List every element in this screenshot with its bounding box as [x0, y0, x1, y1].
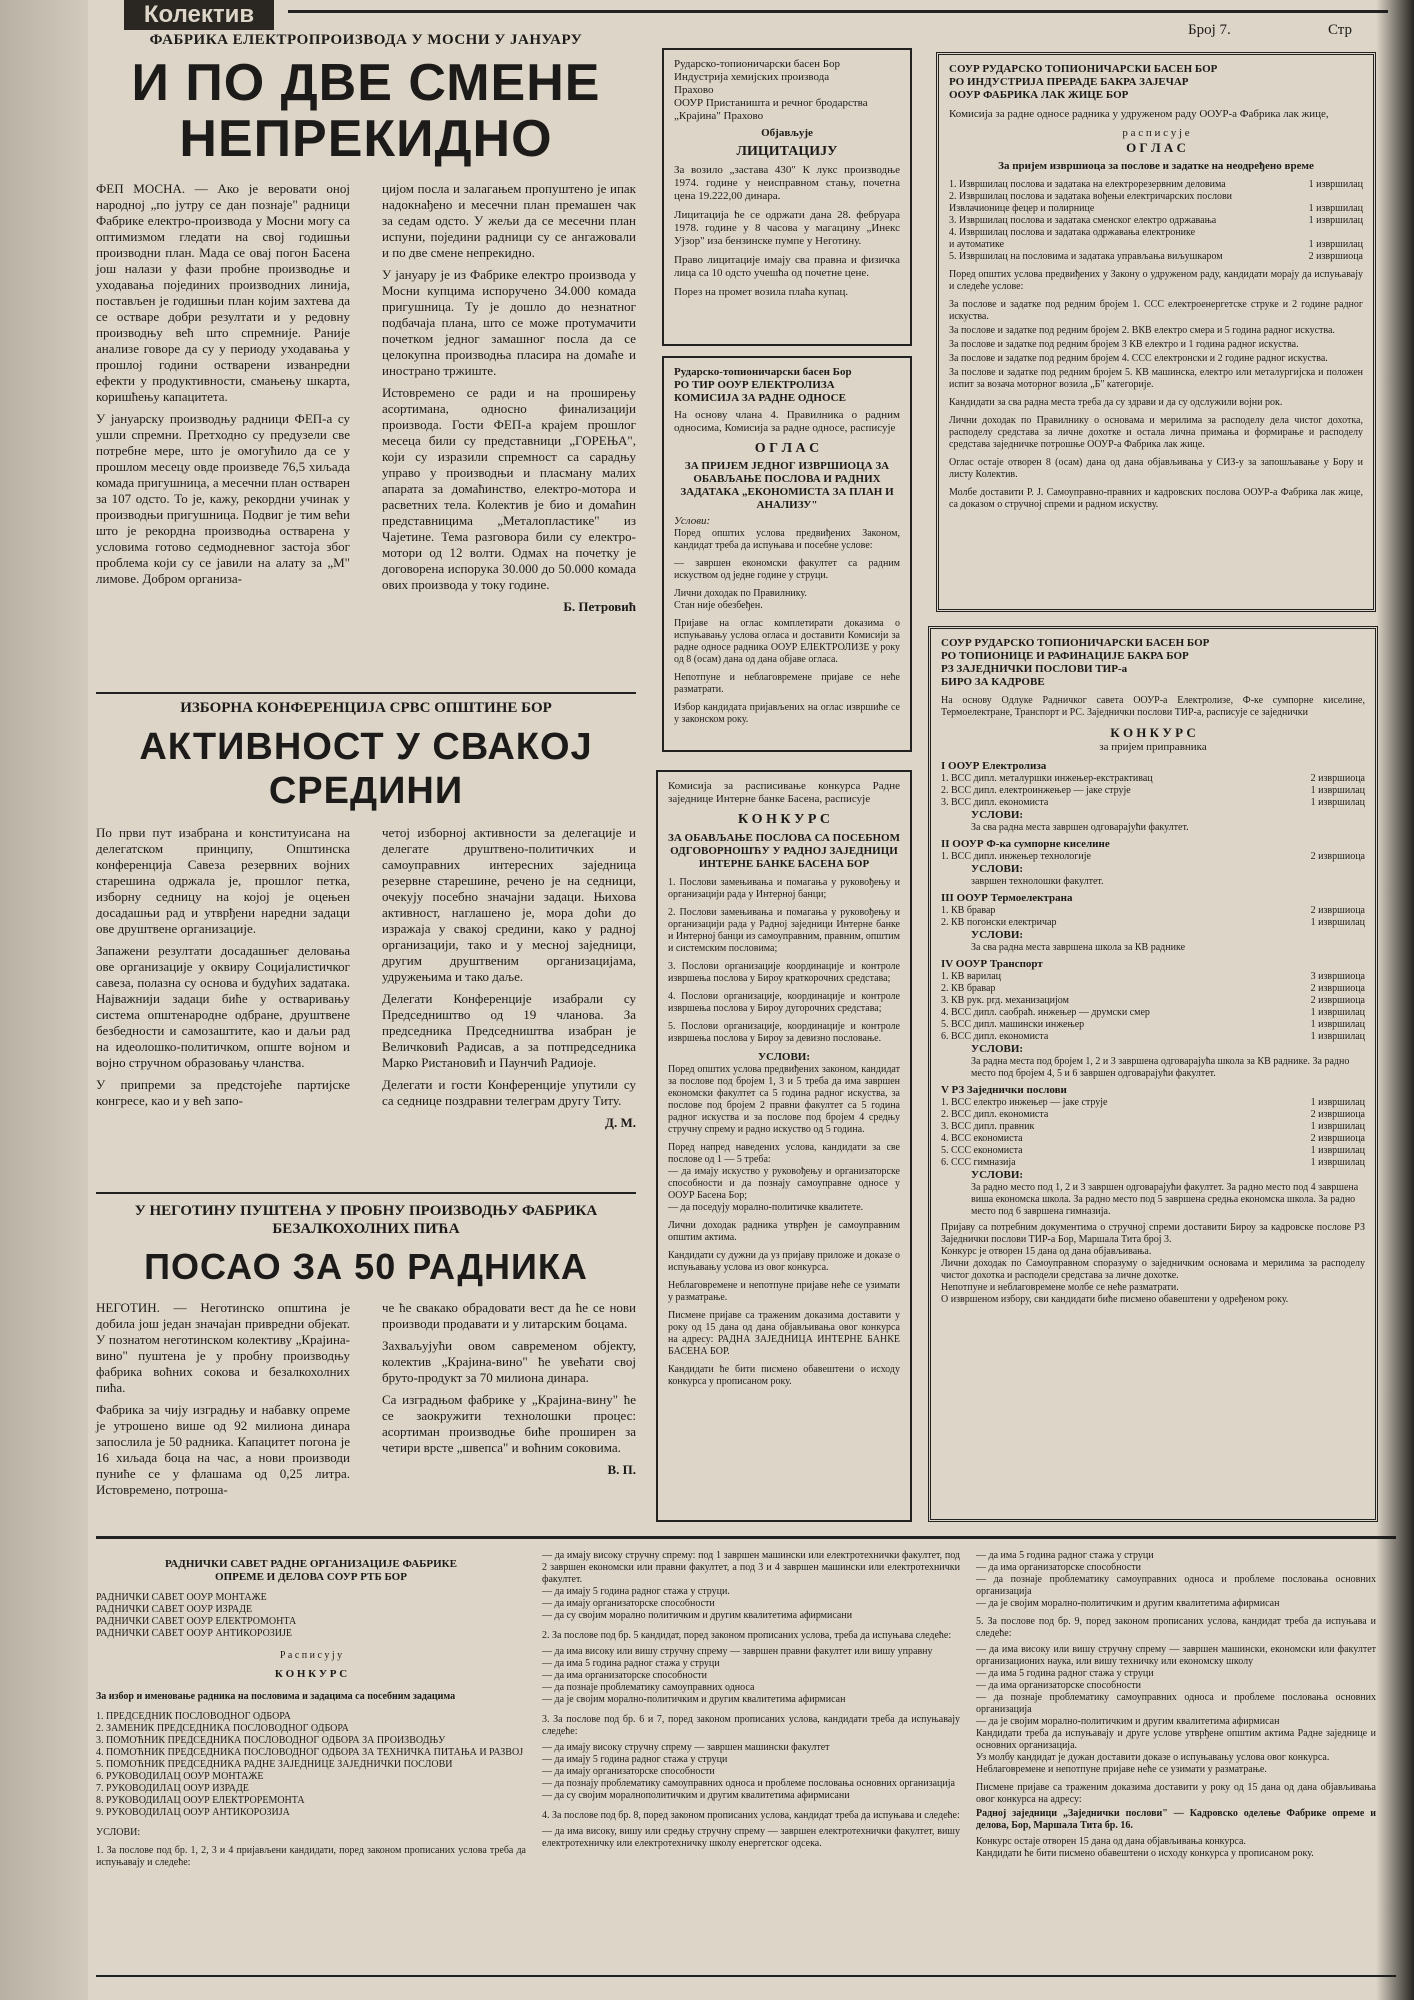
- ad-text: Писмене пријаве са траженим доказима доставити у року од 15 дана од дана објављивања овог конкурса на адресу: РАДНА ЗАЈЕДНИЦА ИНТЕРНЕ БАНКЕ БАСЕНА БОР.: [668, 1310, 900, 1357]
- ad-text: Непотпуне и неблаговремене молбе се неће разматрати.: [941, 1282, 1179, 1293]
- position-row: 1. КВ бравар 2 извршиоца: [941, 905, 1365, 916]
- position-item: 9. РУКОВОДИЛАЦ ООУР АНТИКОРОЗИЈА: [96, 1807, 290, 1818]
- ad-title: О Г Л А С: [1126, 140, 1186, 155]
- position-row: 5. ВСС дипл. машински инжењер 1 извршилац: [941, 1019, 1365, 1030]
- ad-text: Пријаве на оглас комплетирати доказима о испуњавању услова огласа и доставити Комисији за радне односе радника ООУР ЕЛЕКТРОЛИЗЕ у року од 8 (осам) дана од дана објаве огласа.: [674, 618, 900, 665]
- ad-item: 3. Послови организације координације и контроле извршења послова у Бироу краткорочних средстава;: [668, 961, 900, 984]
- ad-text: Уз молбу кандидат је дужан доставити доказе о испуњавању услова овог конкурса.: [976, 1752, 1330, 1763]
- position-row: 4. ВСС економиста 2 извршиоца: [941, 1133, 1365, 1144]
- ad-announces: р а с п и с у ј е: [1122, 127, 1190, 139]
- ad-conditions-heading: УСЛОВИ:: [757, 1051, 811, 1063]
- ad-text: Писмене пријаве са траженим доказима доставити у року од 15 дана од дана објављивања овог конкурса на адресу:: [976, 1782, 1376, 1805]
- position-row: 3. ВСС дипл. економиста 1 извршилац: [941, 797, 1365, 808]
- paragraph: Делегати и гости Конференције упутили су са седнице поздравни телеграм другу Титу.: [382, 1077, 636, 1108]
- council-line: РАДНИЧКИ САВЕТ ООУР МОНТАЖЕ: [96, 1592, 267, 1603]
- ad-text: Лични доходак по Правилнику о основама и мерилима за расподелу дела чистог дохотка, расподелу средстава за личне дохотке и остала лична примања и формирање и расподелу средстава заједничке потрошње ООУР-а Фабрика лак жице.: [949, 415, 1363, 450]
- ad-title: ЛИЦИТАЦИЈУ: [736, 144, 838, 159]
- section-heading: III ООУР Термоелектрана: [941, 892, 1073, 904]
- position-item: 6. РУКОВОДИЛАЦ ООУР МОНТАЖЕ: [96, 1771, 264, 1782]
- conditions-heading: УСЛОВИ:: [96, 1827, 141, 1838]
- ad-text: — да има високу, вишу или средњу стручну спрему — завршен електротехнички факултет, вишу електротехничку или електротехничку школу енергетског одсека.: [542, 1826, 960, 1849]
- position-item: 7. РУКОВОДИЛАЦ ООУР ИЗРАДЕ: [96, 1783, 249, 1794]
- ad-text: Поред општих услова предвиђених Законом, кандидат треба да испуњава и посебне услове:: [674, 528, 900, 551]
- ad-title: К О Н К У Р С: [737, 812, 831, 827]
- ad-issuer: БИРО ЗА КАДРОВЕ: [941, 676, 1045, 688]
- ad-text: — да има 5 година радног стажа у струци: [976, 1668, 1154, 1679]
- ad-subtitle: За избор и именовање радника на пословима и задацима са посебним задацима: [96, 1691, 456, 1702]
- ad-text: — да има високу или вишу стручну спрему — завршен машински, економски или факултет организационих наука, или вишу техничку или економску школу: [976, 1644, 1376, 1667]
- paragraph: Са изградњом фабрике у „Крајина-вину" ће се заокружити технолошки процес: асортиман производње биће проширен за четири врсте „швепса" и воћним соковима.: [382, 1392, 636, 1455]
- conditions-heading: УСЛОВИ:: [971, 929, 1024, 941]
- ad-text: Кандидати ће бити писмено обавештени о исходу конкурса у прописаном року.: [976, 1848, 1314, 1859]
- ad-text: — да има високу или вишу стручну спрему — завршен правни факултет или вишу управну: [542, 1646, 933, 1657]
- ad-text: — да је својим морално-политичким и другим квалитетима афирмисан: [976, 1598, 1280, 1609]
- paragraph: Захваљујући овом савременом објекту, колектив „Крајина-вино" ће увећати свој бруто-продукт за 70 милиона динара.: [382, 1338, 636, 1385]
- ad-text: — да имају организаторске способности: [542, 1766, 715, 1777]
- ad-subtitle: За пријем извршиоца за послове и задатке на неодређено време: [998, 160, 1314, 172]
- ad-text: — да познаје проблематику самоуправних односа и проблеме пословања основних организација: [976, 1692, 1376, 1715]
- ad-issuer: Прахово: [674, 84, 714, 96]
- ad-licitacija: [662, 48, 912, 346]
- ad-subtitle: за пријем приправника: [1099, 741, 1207, 753]
- position-row: Извлачионице фецер и полирнице 1 извршилац: [949, 203, 1363, 214]
- issue-number: Број 7.: [1188, 22, 1231, 38]
- ad-issuer: СОУР РУДАРСКО ТОПИОНИЧАРСКИ БАСЕН БОР: [949, 63, 1218, 75]
- ad-text: — да имају 5 година радног стажа у струци: [542, 1754, 728, 1765]
- position-row: 4. Извршилац послова и задатака одржавања електронике: [949, 227, 1196, 238]
- position-row: 3. ВСС дипл. правник 1 извршилац: [941, 1121, 1365, 1132]
- section-heading: I ООУР Електролиза: [941, 760, 1047, 772]
- ad-issuer: РАДНИЧКИ САВЕТ РАДНЕ ОРГАНИЗАЦИЈЕ ФАБРИКЕ: [165, 1558, 457, 1570]
- ad-text: — завршен економски факултет са радним искуством од једне године у струци.: [674, 558, 900, 581]
- conditions-text: За радно место под 1, 2 и 3 завршен одговарајући факултет. За радно место под 4 завршена виша економска школа. За радно место под 5 завршена средња економска школа. За радно место под 6 завршена гимназија.: [971, 1182, 1359, 1217]
- ad-text: Неблаговремене и непотпуне пријаве неће се узимати у разматрање.: [976, 1764, 1267, 1775]
- ad-text: Кандидати за сва радна места треба да су здрави и да су одслужили војни рок.: [949, 397, 1283, 408]
- article-column-2: [382, 181, 636, 615]
- position-row: 2. Извршилац послова и задатака вођењи електричарских послови: [949, 191, 1233, 202]
- ad-text: Кандидати треба да испуњавају и друге услове утврђене општим актима Радне заједнице и основних организација.: [976, 1728, 1376, 1751]
- divider: [96, 1536, 1396, 1539]
- ad-text: — да имају искуство у руковођењу и организаторске способности и да познају самоуправне односе у ООУР Басена Бор;: [668, 1166, 900, 1201]
- ad-text: — да имају организаторске способности: [542, 1598, 715, 1609]
- ad-text: — да има 5 година радног стажа у струци: [542, 1658, 720, 1669]
- ad-subtitle: ЗА ПРИЈЕМ ЈЕДНОГ ИЗВРШИОЦА ЗА ОБАВЉАЊЕ ПОСЛОВА И РАДНИХ ЗАДАТАКА „ЕКОНОМИСТА ЗА ПЛАН И АНАЛИЗУ": [680, 460, 894, 511]
- article-kicker: ФАБРИКА ЕЛЕКТРОПРОИЗВОДА У МОСНИ У ЈАНУАРУ: [149, 32, 583, 48]
- position-item: 4. ПОМОЋНИК ПРЕДСЕДНИКА ПОСЛОВОДНОГ ОДБОРА ЗА ТЕХНИЧКА ПИТАЊА И РАЗВОЈ: [96, 1747, 524, 1758]
- ad-announces: Објављује: [761, 127, 813, 139]
- article-title-line2: НЕПРЕКИДНО: [179, 110, 553, 168]
- ad-oglas-elektroliza: [662, 356, 912, 752]
- ad-title: О Г Л А С: [754, 441, 820, 456]
- ad-text: Стан није обезбеђен.: [674, 600, 763, 611]
- paragraph: По први пут изабрана и конституисана на делегатском принципу, Општинска конференција Савеза резервних војних старешина одржала је, прошлог петка, изборну седницу на којој је оцењен досадашњи рад и утврђени наредни задаци ове друштвене организације.: [96, 825, 350, 936]
- ad-text: — да познају проблематику самоуправних односа и проблеме пословања основних организација: [542, 1778, 955, 1789]
- ad-text: — да познаје проблематику самоуправних односа и проблеме пословања основних организација: [976, 1574, 1376, 1597]
- position-row: 6. ВСС дипл. економиста 1 извршилац: [941, 1031, 1365, 1042]
- page-label: Стр: [1328, 22, 1353, 38]
- ad-text: Конкурс остаје отворен 15 дана од дана објављивања конкурса.: [976, 1836, 1246, 1847]
- ad-text: Комисија за радне односе радника у удруженом раду ООУР-а Фабрика лак жице,: [949, 108, 1329, 120]
- masthead-rule: [288, 10, 1388, 13]
- position-item: 1. ПРЕДСЕДНИК ПОСЛОВОДНОГ ОДБОРА: [96, 1711, 291, 1722]
- conditions-heading: УСЛОВИ:: [971, 1043, 1024, 1055]
- ad-text: 2. За послове под бр. 5 кандидат, поред законом прописаних услова, треба да испуњава следеће:: [542, 1630, 952, 1641]
- conditions-text: За сва радна места завршен одговарајући факултет.: [971, 822, 1189, 833]
- ad-text: — да имају 5 година радног стажа у струци.: [542, 1586, 730, 1597]
- article-kicker: У НЕГОТИНУ ПУШТЕНА У ПРОБНУ ПРОИЗВОДЊУ ФАБРИКА БЕЗАЛКОХОЛНИХ ПИЋА: [134, 1203, 598, 1237]
- divider: [96, 1192, 636, 1194]
- ad-issuer: Рударско-топионичарски басен Бор: [674, 58, 841, 70]
- ad-issuer: РО ИНДУСТРИЈА ПРЕРАДЕ БАКРА ЗАЈЕЧАР: [949, 76, 1189, 88]
- position-item: 5. ПОМОЋНИК ПРЕДСЕДНИКА РАДНЕ ЗАЈЕДНИЦЕ ЗАЈЕДНИЧКИ ПОСЛОВИ: [96, 1759, 453, 1770]
- paragraph: цијом послa и залагањем пропуштено је ипак надокнађено и месечни план премашен чак за седам одсто. У жељи да се месечни план испуни, поједини радници су се ангажовали и по две смене непрекидно.: [382, 181, 636, 260]
- ad-issuer: ООУР Пристаништа и речног бродарства „Крајина" Прахово: [674, 97, 868, 122]
- section-heading: IV ООУР Транспорт: [941, 958, 1043, 970]
- council-line: РАДНИЧКИ САВЕТ ООУР ЕЛЕКТРОМОНТА: [96, 1616, 297, 1627]
- article-title-line1: И ПО ДВЕ СМЕНЕ: [131, 54, 601, 112]
- ad-text: Лични доходак радника утврђен је самоуправним општим актима.: [668, 1220, 900, 1243]
- position-row: 1. ВСС дипл. инжењер технологије 2 извршиоца: [941, 851, 1365, 862]
- conditions-heading: УСЛОВИ:: [971, 809, 1024, 821]
- bottom-col-1: [96, 1558, 526, 1963]
- council-line: РАДНИЧКИ САВЕТ ООУР АНТИКОРОЗИЈЕ: [96, 1628, 293, 1639]
- position-row: и аутоматике 1 извршилац: [949, 239, 1363, 250]
- ad-text: За возило „застава 430" К лукс производње 1974. године у неисправном стању, почетна цена 19.222,00 динара.: [674, 164, 900, 202]
- paragraph: Делегати Конференције изабрали су Председништво од 19 чланова. За председника Председништва изабран је Величковић Радисав, а за потпредседника Марко Ристановић и Паунчић Радиоје.: [382, 991, 636, 1070]
- ad-issuer: ООУР ФАБРИКА ЛАК ЖИЦЕ БОР: [949, 89, 1129, 101]
- ad-title: К О Н К У Р С: [274, 1668, 348, 1680]
- ad-text: Поред напред наведених услова, кандидати за све послове од 1 — 5 треба:: [668, 1142, 900, 1165]
- ad-text: Поред општих услова предвиђених у Закону о удруженом раду, кандидати морају да испуњавају и следеће услове:: [949, 269, 1363, 292]
- ad-text: Кандидати ће бити писмено обавештени о исходу конкурса у прописаном року.: [668, 1364, 900, 1387]
- article-column-1: [96, 1300, 350, 1504]
- article-kicker: ИЗБОРНА КОНФЕРЕНЦИЈА СРВС ОПШТИНЕ БОР: [180, 700, 552, 716]
- article-column-1: [96, 825, 350, 1115]
- conditions-heading: УСЛОВИ:: [971, 863, 1024, 875]
- ad-text: — да су својим морално политичким и другим квалитетима афирмисани: [542, 1610, 853, 1621]
- ad-text: Лични доходак по Правилнику.: [674, 588, 807, 599]
- ad-item: 4. Послови организације, координације и контроле извршења послова у Бироу дугорочних средстава;: [668, 991, 900, 1014]
- position-row: 3. Извршилац послова и задатака сменског електро одржавања 1 извршилац: [949, 215, 1363, 226]
- binding-shadow: [1376, 0, 1414, 2000]
- ad-text: — да има организаторске способности: [976, 1562, 1141, 1573]
- ad-issuer: Индустрија хемијских производа: [674, 71, 830, 83]
- ad-text: Лични доходак по Самоуправном споразуму о заједничким основама и мерилима за расподелу чистог дохотка и расподели средстава за личне дохотке.: [941, 1258, 1365, 1281]
- ad-item: 2. Послови замењивања и помагања у руковођењу и организацији рада у Радној заједници Интерне банке и Интерној банци из самоуправним, правним, општим и системским пословима;: [668, 907, 900, 954]
- ad-text: Оглас остаје отворен 8 (осам) дана од дана објављивања у СИЗ-у за запошљавање у Бору и листу Колектив.: [949, 457, 1363, 480]
- position-row: 1. Извршилац послова и задатака на електрорезервним деловима 1 извршилац: [949, 179, 1363, 190]
- council-line: РАДНИЧКИ САВЕТ ООУР ИЗРАДЕ: [96, 1604, 253, 1615]
- paragraph: ФЕП МОСНА. — Ако је веровати оној народној „по јутру се дан познаје" радници Фабрике електро-производа у Мосни могу са оптимизмом гледати на свој годишњи производни план. Мада се овај погон Басена још налази у фази пробне производње и уходавања појединих производних линија, постављен је годишњи план којим захтева да се остваре добри резултати и у редовну производњу већ што спремније. Раније анализе говоре да су у периоду уходавања у прошлој години остварени изванредни ефекти у продуктивности, смањењу шкарта, коришћењу капацитета.: [96, 181, 350, 404]
- ad-text: Избор кандидата пријављених на оглас извршиће се у законском року.: [674, 702, 900, 725]
- position-row: 2. ВСС дипл. економиста 2 извршиоца: [941, 1109, 1365, 1120]
- position-row: 3. КВ рук. ргд. механизацијом 2 извршиоца: [941, 995, 1365, 1006]
- article-title-line1: АКТИВНОСТ У СВАКОЈ: [139, 726, 593, 768]
- bottom-col-3: [976, 1550, 1376, 1962]
- article-title-line2: СРЕДИНИ: [268, 770, 464, 812]
- ad-text: За послове и задатке под редним бројем 3 КВ електро и 1 година радног искуства.: [949, 339, 1299, 350]
- ad-text: За послове и задатке под редним бројем 4. ССС електронски и 2 године радног искуства.: [949, 353, 1328, 364]
- conditions-heading: УСЛОВИ:: [971, 1169, 1024, 1181]
- ad-text: 1. За послове под бр. 1, 2, 3 и 4 пријављени кандидати, поред законом прописаних услова треба да испуњавају и следеће:: [96, 1845, 526, 1868]
- ad-oglas-lak-zice: [936, 52, 1376, 612]
- ad-text: Комисија за расписивање конкурса Радне заједнице Интерне банке Басена, расписује: [668, 780, 900, 805]
- bottom-col-2: [542, 1550, 960, 1962]
- divider: [96, 692, 636, 694]
- paragraph: НЕГОТИН. — Неготинско општина је добила још један значајан привредни објекат. У познатом неготинском колективу „Крајина-вино" пуштена је у пробну производњу фабрика воћних сокова и безалкохолних пића.: [96, 1300, 350, 1395]
- ad-text: — да познаје проблематику самоуправних односа: [542, 1682, 755, 1693]
- position-row: 1. ВСС електро инжењер — јаке струје 1 извршилац: [941, 1097, 1365, 1108]
- article-negotin: [96, 1202, 636, 1532]
- ad-text: За послове и задатке под редним бројем 5. КВ машинска, електро или металургијска и положен испит за возача моторног возила „Б" категорије.: [949, 367, 1363, 390]
- paragraph: У јануару је из Фабрике електро производа у Мосни купцима испоручено 34.000 комада пригушница. Ту је дошло до незнатног подбачаја плана, што се може протумачити почетком једног замашног посла да се целокупна производња пласира на домаће и иностранo тржиште.: [382, 267, 636, 378]
- ad-text: Лицитација ће се одржати дана 28. фебруара 1978. године у 8 часова у магацину „Инекс Ујзор" иза бензинске пумпе у Неготину.: [674, 209, 900, 247]
- paragraph: четој изборној активности за делегације и делегате друштвено-политичких и самоуправних интересних заједница резервне старешине, речено је на седници, очекују посебно значајни задаци. Њихова активност, наглашено је, мора доћи до изражаја у свакој средини, како у радној организацији, тако и у месној заједници, другим друштвеним организацијама, удружењима и тако даље.: [382, 825, 636, 984]
- ad-text: Поред општих услова предвиђених законом, кандидат за послове под бројем 1, 3 и 5 треба да има завршен економски факултет са 5 година радног искуства, за послове под бројем 2 правни факултет са 5 година радног искуства и за послове под бројем 4 средњу стручну спрему и радно искуство од 5 година.: [668, 1064, 900, 1135]
- article-column-2: [382, 1300, 636, 1478]
- masthead: Колектив: [124, 0, 274, 30]
- ad-subtitle: ЗА ОБАВЉАЊЕ ПОСЛОВА СА ПОСЕБНОМ ОДГОВОРНОШЋУ У РАДНОЈ ЗАЈЕДНИЦИ ИНТЕРНЕ БАНКЕ БАСЕНА БОР: [668, 832, 900, 870]
- article-column-2: [382, 825, 636, 1131]
- ad-text: Пријаву са потребним документима о стручној спреми доставити Бироу за кадровске послове РЗ Заједнички послови ТИР-а Бор, Маршала Тита број 3.: [941, 1222, 1365, 1245]
- article-signature: В. П.: [607, 1462, 636, 1477]
- ad-issuer: РЗ ЗАЈЕДНИЧКИ ПОСЛОВИ ТИР-а: [941, 663, 1128, 675]
- ad-text: Право лицитације имају сва правна и физичка лица са 10 одсто учешћа од почетне цене.: [674, 254, 900, 279]
- ad-text: — да има 5 година радног стажа у струци: [976, 1550, 1154, 1561]
- article-signature: Д. М.: [605, 1115, 636, 1130]
- section-heading: V РЗ Заједнички послови: [941, 1084, 1067, 1096]
- ad-text: На основу члана 4. Правилника о радним односима, Комисија за радне односе, расписује: [674, 409, 900, 434]
- ad-text: За послове и задатке под редним бројем 1. ССС електроенергетске струке и 2 године радног искуства.: [949, 299, 1363, 322]
- paragraph: Фабрика за чију изградњу и набавку опреме је утрошено више од 92 милиона динара запослила је 50 радника. Капацитет погона је 16 хиљада боца на час, а нови производи пуниће се у флашама од 0,25 литра. Истовремено, потроша-: [96, 1402, 350, 1497]
- ad-text: Молбе доставити Р. Ј. Самоуправно-правних и кадровских послова ООУР-а Фабрика лак жице, са доказом о стручној спреми и радном искуству.: [949, 487, 1363, 510]
- article-title: ПОСАО ЗА 50 РАДНИКА: [144, 1246, 588, 1287]
- ad-text: 3. За послове под бр. 6 и 7, поред законом прописаних услова, кандидати треба да испуњавају следеће:: [542, 1714, 960, 1737]
- ad-address: Радној заједници „Заједнички послови" — Кадровско оделење Фабрике опреме и делова, Бор, Маршала Тита бр. 16.: [976, 1808, 1376, 1831]
- ad-text: — да има организаторске способности: [976, 1680, 1141, 1691]
- ad-text: 4. За послове под бр. 8, поред законом прописаних услова, кандидат треба да испуњава и следеће:: [542, 1810, 960, 1821]
- position-row: 5. ССС економиста 1 извршилац: [941, 1145, 1365, 1156]
- ad-issuer: КОМИСИЈА ЗА РАДНЕ ОДНОСЕ: [674, 392, 846, 404]
- ad-text: — да су својим моралнополитичким и другим квалитетима афирмисани: [542, 1790, 850, 1801]
- conditions-text: За сва радна места завршена школа за КВ раднике: [971, 942, 1186, 953]
- page-fold: [0, 0, 88, 2000]
- ad-title: К О Н К У Р С: [1110, 725, 1196, 740]
- position-row: 5. Извршилац на пословима и задатака управљања виљушкаром 2 извршиоца: [949, 251, 1363, 262]
- position-row: 1. ВСС дипл. металуршки инжењер-екстрактивац 2 извршиоца: [941, 773, 1365, 784]
- ad-text: — да је својим морално-политичким и другим квалитетима афирмисан: [542, 1694, 846, 1705]
- ad-text: — да поседују морално-политичке квалитете.: [668, 1202, 864, 1213]
- position-item: 8. РУКОВОДИЛАЦ ООУР ЕЛЕКТРОРЕМОНТА: [96, 1795, 305, 1806]
- ad-konkurs-interna-banka: [656, 770, 912, 1522]
- position-row: 2. ВСС дипл. електроинжењер — јаке струје 1 извршилац: [941, 785, 1365, 796]
- position-row: 2. КВ бравар 2 извршиоца: [941, 983, 1365, 994]
- article-signature: Б. Петровић: [563, 599, 636, 614]
- ad-text: За послове и задатке под редним бројем 2. ВКВ електро смера и 5 година радног искуства.: [949, 325, 1335, 336]
- divider: [96, 1975, 1396, 1977]
- ad-item: 5. Послови организације, координације и контроле извршења послова у Бироу за девизно пословање.: [668, 1021, 900, 1044]
- article-column-1: [96, 181, 350, 593]
- newspaper-page: [88, 0, 1414, 2000]
- conditions-text: За радна места под бројем 1, 2 и 3 завршена одговарајућа школа за КВ раднике. За радно место под бројем 4, 5 и 6 завршен одговарајући факултет.: [971, 1056, 1350, 1079]
- position-item: 2. ЗАМЕНИК ПРЕДСЕДНИКА ПОСЛОВОДНОГ ОДБОРА: [96, 1723, 349, 1734]
- ad-item: 1. Послови замењивања и помагања у руковођењу и организацији рада у Интерној банци;: [668, 877, 900, 900]
- ad-konkurs-pripravnici: [928, 626, 1378, 1522]
- ad-konkurs-fabrika-opreme: [96, 1546, 1386, 1966]
- paragraph: Истовремено се ради и на проширењу асортимана, односно финализацији производа. Гости ФЕП-а крајем прошлог месеца били су представници „ГОРЕЊА", који су изразили спремност са сарадњу управо у производњи и пласману малих апарата за домаћинство, електро-мотора и расветних тела. Колектив је био и домаћин представницима „Металопластике" из Чајетине. Тема разговора били су електро-мотори од 12 волти. Одмах на почетку је договорена испорука 30.000 до 50.000 комада ових производа у току године.: [382, 385, 636, 592]
- paragraph: У припреми за предстојеће партијске конгресе, као и у већ запо-: [96, 1077, 350, 1108]
- ad-text: О извршеном избору, сви кандидати биће писмено обавештени у одређеном року.: [941, 1294, 1289, 1305]
- ad-issuer: СОУР РУДАРСКО ТОПИОНИЧАРСКИ БАСЕН БОР: [941, 637, 1210, 649]
- position-item: 3. ПОМОЋНИК ПРЕДСЕДНИКА ПОСЛОВОДНОГ ОДБОРА ЗА ПРОИЗВОДЊУ: [96, 1735, 446, 1746]
- ad-text: 5. За послове под бр. 9, поред законом прописаних услова, кандидат треба да испуњава и следеће:: [976, 1616, 1376, 1639]
- ad-text: Кандидати су дужни да уз пријаву приложе и доказе о испуњавању услова из овог конкурса.: [668, 1250, 900, 1273]
- ad-text: — да имају високу стручну спрему: под 1 завршен машински или електротехнички факултет, под 2 завршен економски или правни факултет, а под 3 и 4 завршен машински или електротехнички факултет.: [542, 1550, 960, 1585]
- position-row: 4. ВСС дипл. саобраћ. инжењер — друмски смер 1 извршилац: [941, 1007, 1365, 1018]
- article-srvs: [96, 700, 636, 1185]
- position-row: 1. КВ варилац 3 извршиоца: [941, 971, 1365, 982]
- ad-text: Неблаговремене и непотпуне пријаве неће се узимати у разматрање.: [668, 1280, 900, 1303]
- paragraph: Запажени резултати досадашњег деловања ове организације у оквиру Социјалистичког савеза, полазна су основа и будућих задатака. Најважнији задаци биће у остваривању система општенародне одбране, друштвене безбедности и самозаштите, као и даљи рад на идеолошко-политичком, општe војном и војно стручном образовању чланства.: [96, 943, 350, 1070]
- section-heading: II ООУР Ф-ка сумпорне киселине: [941, 838, 1110, 850]
- ad-issuer: РО ТОПИОНИЦЕ И РАФИНАЦИЈЕ БАКРА БОР: [941, 650, 1189, 662]
- ad-announces: Р а с п и с у ј у: [279, 1650, 343, 1661]
- ad-text: Порез на промет возила плаћа купац.: [674, 286, 849, 298]
- ad-text: — да имају високу стручну спрему — завршен машински факултет: [542, 1742, 830, 1753]
- ad-text: На основу Одлуке Радничког савета ООУР-а Електролизе, Ф-ке сумпорне киселине, Термоелектране, Транспорт и РС. Заједнички послови ТИР-а, расписује се заједнички: [941, 695, 1365, 718]
- paragraph: У јануарску производњу радници ФЕП-а су ушли спремни. Претходно су предузели све потребне мере, што је омогућило да се у прошлом месецу овде произведе 76,5 хиљада комада пригушница, а месечни план остварен за 107 одсто. То је, кажу, рекордни учинак у производњи пригушница. Подвиг је тим већи што је рекордна производња остварена у условима готово седмодневног застоја због проблема који су се јавили на алату за „М" лимове. Добром организа-: [96, 411, 350, 586]
- position-row: 2. КВ погонски електричар 1 извршилац: [941, 917, 1365, 928]
- article-fep-mosna: [96, 32, 636, 682]
- ad-text: — да има организаторске способности: [542, 1670, 707, 1681]
- ad-issuer: РО ТИР ООУР ЕЛЕКТРОЛИЗА: [674, 379, 835, 391]
- ad-issuer: Рударско-топионичарски басен Бор: [674, 366, 852, 378]
- ad-text: — да је својим морално-политичким и другим квалитетима афирмисан: [976, 1716, 1280, 1727]
- ad-issuer: ОПРЕМЕ И ДЕЛОВА СОУР РТБ БОР: [215, 1571, 407, 1583]
- ad-text: Непотпуне и неблаговремене пријаве се неће разматрати.: [674, 672, 900, 695]
- paragraph: че ће свакако обрадовати вест да ће се нови производи продавати и у литарским боцама.: [382, 1300, 636, 1331]
- conditions-text: завршен технолошки факултет.: [971, 876, 1104, 887]
- ad-conditions-heading: Услови:: [674, 515, 711, 527]
- position-row: 6. ССС гимназија 1 извршилац: [941, 1157, 1365, 1168]
- ad-text: Конкурс је отворен 15 дана од дана објављивања.: [941, 1246, 1152, 1257]
